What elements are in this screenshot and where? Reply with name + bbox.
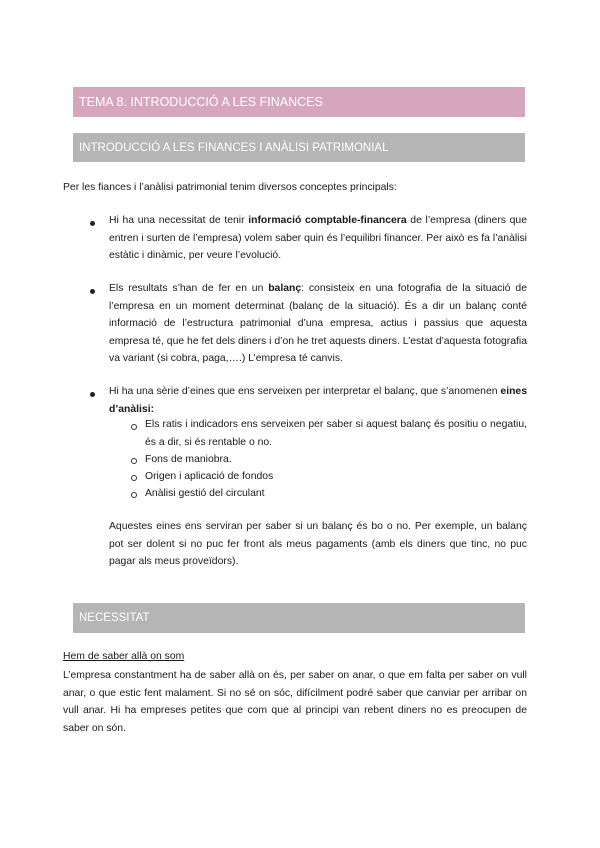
sub-item-working-capital: Fons de maniobra. (145, 454, 232, 465)
sub-item-funds: Origen i aplicació de fondos (145, 471, 274, 482)
bullet-dot-3 (90, 392, 95, 397)
sub-bullet-2 (131, 458, 137, 464)
bullet-item-1: Hi ha una necessitat de tenir informació comptable-financera de l’empresa (diners que entren i surten de l’empresa) volem saber quin és l’equilibri financer. Per això es fa l’anàlisi estàtic i dinàmic, per veure l’evolució. (109, 215, 527, 262)
bold-term-analysis-tools: eines d’anàlisi: (109, 386, 527, 415)
intro-text: Per les fiances i l’anàlisi patrimonial tenim diversos conceptes principals: (63, 182, 397, 193)
bold-term-balance: balanç (268, 283, 302, 294)
bullet-dot-1 (90, 221, 95, 226)
sub-bullet-4 (131, 492, 137, 498)
section-title-necessity: NECESSITAT (79, 612, 150, 624)
section-header-necessity (73, 603, 525, 633)
sub-bullet-3 (131, 475, 137, 481)
bold-term-accounting-info: informació comptable-financera (248, 215, 407, 226)
sub-item-ratios: Els ratis i indicadors ens serveixen per saber si aquest balanç és positiu o negatiu, és a dir, si és rentable o no. (145, 419, 527, 448)
section-title-intro: INTRODUCCIÓ A LES FINANCES I ANÀLISI PATRIMONIAL (79, 141, 389, 154)
subheading: Hem de saber allà on som (63, 651, 185, 662)
bullet-dot-2 (90, 289, 95, 294)
sub-item-circulant: Anàlisi gestió del circulant (145, 488, 265, 499)
sub-bullet-1 (131, 424, 137, 430)
bullet-item-3: Hi ha una sèrie d’eines que ens serveixen per interpretar el balanç, que s’anomenen eines d’anàlisi: (109, 386, 527, 415)
bullet-item-2: Els resultats s’han de fer en un balanç: consisteix en una fotografia de la situació de l’empresa en un moment determinat (balanç de la situació). És a dir un balanç conté informació de l’estructura patrimonial d’una empresa, actius i passius que aquesta empresa té, que he fet dels diners i d’on he tret aquests diners. L’estat d’aquesta fotografia va variant (si cobra, paga,….) L’empresa té canvis. (109, 283, 527, 365)
section-header-intro (73, 133, 525, 162)
page-title: TEMA 8. INTRODUCCIÓ A LES FINANCES (79, 95, 323, 109)
necessity-paragraph: L’empresa constantment ha de saber allà on és, per saber on anar, o que em falta per saber on vull anar, o que estic fent malament. Si no sé on sóc, difícilment podré saber que canviar per arribar on vull anar. Hi ha empreses petites que com que al principi van rebent diners no es preocupen de saber on són. (63, 670, 527, 734)
title-band (73, 87, 525, 117)
tools-paragraph: Aquestes eines ens serviran per saber si un balanç és bo o no. Per exemple, un balanç pot ser dolent si no puc fer front als meus pagaments (amb els diners que tinc, no puc pagar als meus proveïdors). (109, 521, 527, 568)
